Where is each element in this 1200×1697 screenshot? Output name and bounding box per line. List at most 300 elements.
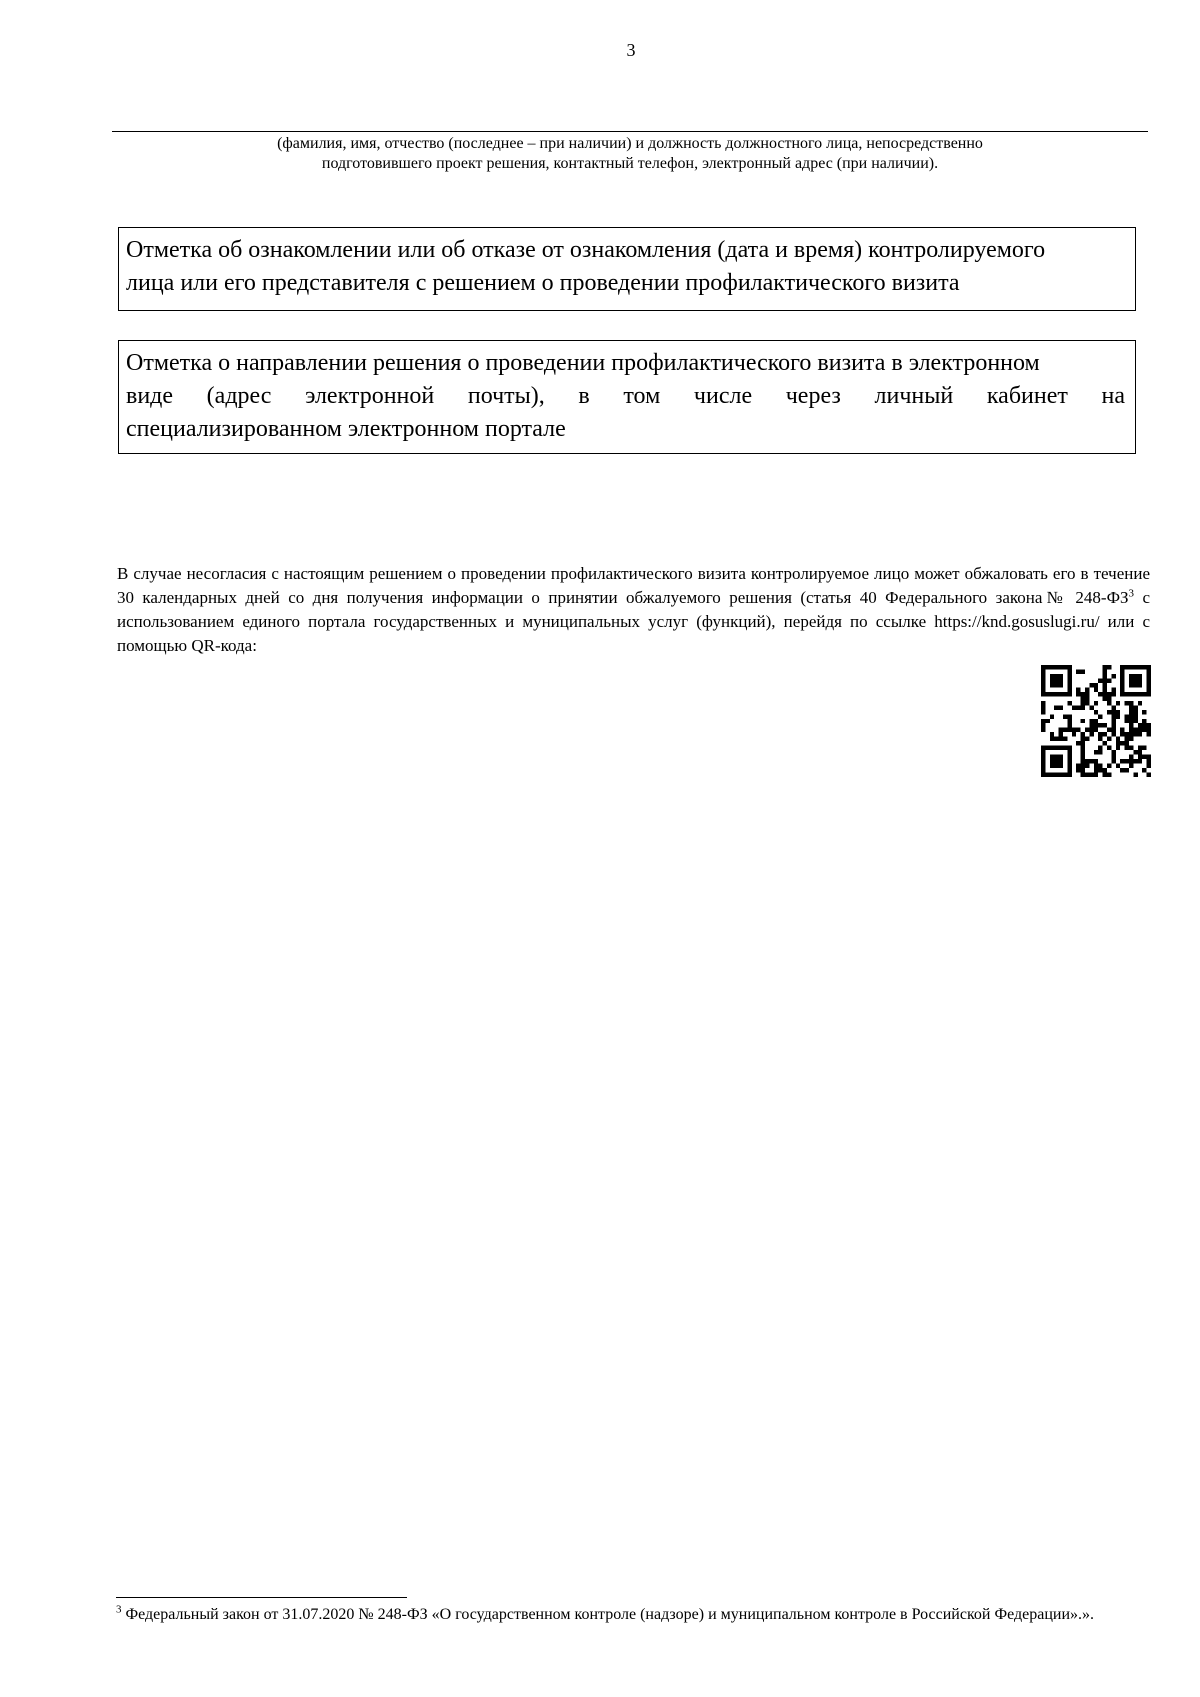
qr-module [1076, 764, 1080, 768]
qr-module [1059, 746, 1063, 750]
qr-module [1063, 773, 1067, 777]
qr-module [1098, 723, 1102, 727]
qr-module [1098, 768, 1102, 772]
qr-module [1107, 665, 1111, 669]
qr-module [1125, 768, 1129, 772]
qr-module [1089, 759, 1093, 763]
qr-module [1050, 665, 1054, 669]
qr-module [1050, 746, 1054, 750]
qr-module [1094, 701, 1098, 705]
qr-module [1063, 728, 1067, 732]
qr-module [1129, 728, 1133, 732]
qr-module [1050, 755, 1054, 759]
sending-mark-box [118, 340, 1136, 454]
qr-module [1098, 764, 1102, 768]
qr-module [1111, 710, 1115, 714]
qr-module [1125, 759, 1129, 763]
qr-module [1125, 692, 1129, 696]
qr-module [1107, 737, 1111, 741]
qr-module [1045, 719, 1049, 723]
qr-module [1133, 750, 1137, 754]
qr-module [1094, 759, 1098, 763]
qr-module [1116, 714, 1120, 718]
qr-module [1129, 705, 1133, 709]
qr-module [1094, 768, 1098, 772]
qr-code-icon[interactable] [1041, 665, 1151, 777]
qr-module [1142, 692, 1146, 696]
qr-module [1107, 746, 1111, 750]
qr-module [1129, 678, 1133, 682]
qr-module [1081, 719, 1085, 723]
qr-module [1050, 737, 1054, 741]
qr-module [1116, 737, 1120, 741]
qr-module [1072, 705, 1076, 709]
qr-module [1094, 750, 1098, 754]
qr-module [1045, 692, 1049, 696]
qr-module [1138, 665, 1142, 669]
qr-module [1120, 768, 1124, 772]
qr-module [1111, 732, 1115, 736]
qr-module [1076, 669, 1080, 673]
qr-module [1147, 764, 1151, 768]
qr-module [1041, 755, 1045, 759]
qr-module [1085, 764, 1089, 768]
qr-module [1142, 746, 1146, 750]
qr-module [1041, 701, 1045, 705]
qr-module [1081, 669, 1085, 673]
qr-module [1076, 687, 1080, 691]
qr-module [1050, 674, 1054, 678]
qr-module [1125, 737, 1129, 741]
qr-module [1103, 683, 1107, 687]
qr-module [1081, 732, 1085, 736]
qr-module [1103, 773, 1107, 777]
qr-module [1041, 705, 1045, 709]
qr-module [1059, 773, 1063, 777]
qr-module [1059, 665, 1063, 669]
qr-module [1111, 723, 1115, 727]
qr-module [1103, 674, 1107, 678]
qr-module [1138, 678, 1142, 682]
qr-module [1081, 746, 1085, 750]
qr-module [1059, 759, 1063, 763]
qr-module [1081, 737, 1085, 741]
qr-module [1041, 773, 1045, 777]
qr-module [1147, 732, 1151, 736]
qr-module [1085, 692, 1089, 696]
qr-module [1147, 665, 1151, 669]
qr-module [1050, 764, 1054, 768]
qr-module [1133, 728, 1137, 732]
qr-module [1147, 692, 1151, 696]
qr-module [1067, 759, 1071, 763]
qr-module [1107, 764, 1111, 768]
qr-module [1103, 768, 1107, 772]
qr-module [1129, 764, 1133, 768]
qr-module [1050, 759, 1054, 763]
qr-module [1129, 710, 1133, 714]
qr-module [1129, 692, 1133, 696]
qr-module [1125, 665, 1129, 669]
qr-module [1125, 701, 1129, 705]
page-number: 3 [626, 40, 636, 60]
qr-module [1094, 723, 1098, 727]
qr-module [1111, 759, 1115, 763]
qr-module [1138, 746, 1142, 750]
qr-module [1085, 696, 1089, 700]
qr-module [1129, 759, 1133, 763]
qr-module [1081, 755, 1085, 759]
qr-module [1103, 732, 1107, 736]
qr-module [1103, 669, 1107, 673]
qr-module [1147, 773, 1151, 777]
qr-module [1138, 750, 1142, 754]
signature-caption-line-2: подготовившего проект решения, контактный телефон, электронный адрес (при наличии). [321, 155, 939, 172]
qr-module [1120, 674, 1124, 678]
qr-module [1133, 719, 1137, 723]
qr-module [1116, 701, 1120, 705]
qr-module [1054, 678, 1058, 682]
qr-module [1054, 683, 1058, 687]
qr-module [1063, 665, 1067, 669]
qr-module [1054, 773, 1058, 777]
qr-module [1067, 750, 1071, 754]
qr-module [1120, 687, 1124, 691]
qr-module [1076, 768, 1080, 772]
qr-module [1120, 669, 1124, 673]
qr-module [1094, 683, 1098, 687]
qr-module [1107, 710, 1111, 714]
qr-module [1129, 732, 1133, 736]
qr-module [1081, 705, 1085, 709]
qr-module [1125, 741, 1129, 745]
qr-module [1138, 701, 1142, 705]
qr-module [1041, 768, 1045, 772]
qr-module [1107, 773, 1111, 777]
qr-code-graphic [1041, 665, 1151, 777]
qr-module [1098, 732, 1102, 736]
qr-module [1050, 732, 1054, 736]
qr-module [1116, 764, 1120, 768]
qr-module [1054, 746, 1058, 750]
qr-module [1076, 692, 1080, 696]
familiarization-mark-line-1: Отметка об ознакомлении или об отказе от ознакомления (дата и время) контролируемого [126, 237, 1046, 263]
qr-module [1103, 687, 1107, 691]
qr-module [1116, 710, 1120, 714]
qr-module [1050, 773, 1054, 777]
qr-module [1063, 746, 1067, 750]
qr-module [1067, 669, 1071, 673]
qr-module [1045, 773, 1049, 777]
qr-module [1133, 773, 1137, 777]
qr-module [1120, 692, 1124, 696]
qr-module [1059, 683, 1063, 687]
qr-module [1120, 665, 1124, 669]
qr-module [1133, 674, 1137, 678]
qr-module [1138, 674, 1142, 678]
qr-module [1081, 701, 1085, 705]
qr-module [1147, 678, 1151, 682]
qr-module [1050, 692, 1054, 696]
qr-module [1147, 728, 1151, 732]
qr-module [1063, 714, 1067, 718]
qr-module [1059, 728, 1063, 732]
qr-module [1081, 773, 1085, 777]
qr-module [1129, 746, 1133, 750]
qr-module [1147, 674, 1151, 678]
qr-module [1147, 683, 1151, 687]
qr-module [1081, 768, 1085, 772]
qr-module [1138, 755, 1142, 759]
qr-module [1081, 692, 1085, 696]
qr-module [1050, 683, 1054, 687]
qr-module [1059, 678, 1063, 682]
qr-module [1041, 678, 1045, 682]
qr-module [1138, 723, 1142, 727]
qr-module [1063, 692, 1067, 696]
qr-module [1072, 732, 1076, 736]
qr-module [1125, 714, 1129, 718]
qr-module [1111, 674, 1115, 678]
qr-module [1103, 692, 1107, 696]
qr-module [1098, 714, 1102, 718]
qr-module [1111, 728, 1115, 732]
qr-module [1138, 728, 1142, 732]
qr-module [1085, 687, 1089, 691]
qr-module [1054, 759, 1058, 763]
qr-module [1142, 723, 1146, 727]
qr-module [1094, 719, 1098, 723]
qr-module [1041, 710, 1045, 714]
qr-module [1041, 692, 1045, 696]
qr-module [1041, 746, 1045, 750]
signature-caption-line-1: (фамилия, имя, отчество (последнее – при наличии) и должность должностного лица, непосредственно [277, 135, 983, 152]
qr-module [1103, 723, 1107, 727]
qr-module [1116, 741, 1120, 745]
qr-module [1067, 746, 1071, 750]
qr-module [1111, 719, 1115, 723]
qr-module [1076, 741, 1080, 745]
qr-module [1147, 669, 1151, 673]
qr-module [1085, 773, 1089, 777]
qr-module [1107, 692, 1111, 696]
qr-module [1129, 665, 1133, 669]
qr-module [1054, 674, 1058, 678]
qr-module [1063, 737, 1067, 741]
footnote-text: Федеральный закон от 31.07.2020 № 248-ФЗ «О государственном контроле (надзоре) и муниципальном контроле в Российской Федерации».». [121, 1606, 1095, 1623]
qr-module [1111, 705, 1115, 709]
qr-module [1041, 764, 1045, 768]
qr-module [1041, 728, 1045, 732]
qr-module [1054, 692, 1058, 696]
qr-module [1133, 759, 1137, 763]
qr-module [1142, 768, 1146, 772]
qr-module [1142, 710, 1146, 714]
qr-module [1081, 741, 1085, 745]
qr-module [1133, 705, 1137, 709]
qr-module [1081, 759, 1085, 763]
qr-module [1129, 737, 1133, 741]
qr-module [1111, 750, 1115, 754]
qr-module [1120, 741, 1124, 745]
qr-module [1059, 705, 1063, 709]
qr-module [1120, 683, 1124, 687]
qr-module [1138, 683, 1142, 687]
qr-module [1089, 773, 1093, 777]
qr-module [1059, 732, 1063, 736]
qr-module [1089, 719, 1093, 723]
qr-module [1111, 687, 1115, 691]
qr-module [1107, 728, 1111, 732]
qr-module [1041, 759, 1045, 763]
qr-module [1041, 687, 1045, 691]
qr-module [1133, 732, 1137, 736]
qr-module [1054, 665, 1058, 669]
qr-module [1067, 687, 1071, 691]
qr-module [1045, 665, 1049, 669]
qr-module [1067, 678, 1071, 682]
qr-module [1089, 728, 1093, 732]
qr-module [1129, 719, 1133, 723]
qr-module [1067, 714, 1071, 718]
qr-module [1041, 723, 1045, 727]
qr-module [1094, 687, 1098, 691]
qr-module [1129, 723, 1133, 727]
qr-module [1089, 705, 1093, 709]
qr-module [1041, 719, 1045, 723]
qr-module [1076, 728, 1080, 732]
qr-module [1067, 683, 1071, 687]
qr-module [1111, 714, 1115, 718]
qr-module [1129, 714, 1133, 718]
footnote [116, 1604, 1150, 1626]
qr-module [1107, 701, 1111, 705]
qr-module [1094, 764, 1098, 768]
qr-module [1054, 755, 1058, 759]
qr-module [1103, 696, 1107, 700]
qr-module [1059, 692, 1063, 696]
qr-module [1041, 674, 1045, 678]
qr-module [1081, 764, 1085, 768]
qr-module [1133, 665, 1137, 669]
qr-module [1041, 683, 1045, 687]
appeal-paragraph [117, 562, 1150, 658]
qr-module [1085, 759, 1089, 763]
qr-module [1147, 755, 1151, 759]
qr-module [1098, 678, 1102, 682]
qr-module [1050, 714, 1054, 718]
qr-module [1067, 719, 1071, 723]
qr-module [1067, 728, 1071, 732]
qr-module [1085, 728, 1089, 732]
qr-module [1059, 737, 1063, 741]
qr-module [1142, 728, 1146, 732]
sending-mark-line-2: виде (адрес электронной почты), в том числе через личный кабинет на [126, 383, 1125, 409]
qr-module [1059, 764, 1063, 768]
footnote-marker: 3 [116, 1603, 122, 1616]
qr-module [1116, 746, 1120, 750]
sending-mark-line-3: специализированном электронном портале [126, 416, 566, 442]
qr-module [1129, 701, 1133, 705]
qr-module [1098, 692, 1102, 696]
qr-module [1125, 746, 1129, 750]
qr-module [1067, 773, 1071, 777]
qr-module [1129, 755, 1133, 759]
qr-module [1133, 714, 1137, 718]
qr-module [1045, 746, 1049, 750]
qr-module [1059, 755, 1063, 759]
qr-module [1120, 759, 1124, 763]
qr-module [1054, 764, 1058, 768]
qr-module [1094, 710, 1098, 714]
footnote-separator [116, 1597, 407, 1598]
qr-module [1103, 665, 1107, 669]
familiarization-mark-box [118, 227, 1136, 311]
signature-caption [112, 134, 1148, 174]
qr-module [1054, 737, 1058, 741]
qr-module [1067, 665, 1071, 669]
qr-module [1067, 723, 1071, 727]
qr-module [1085, 701, 1089, 705]
qr-module [1142, 755, 1146, 759]
qr-module [1072, 728, 1076, 732]
qr-module [1147, 759, 1151, 763]
qr-module [1067, 701, 1071, 705]
qr-module [1129, 683, 1133, 687]
appeal-text-start: В случае несогласия с настоящим решением о проведении профилактического визита контролируемое лицо может обжаловать его в течение 30 календарных дней со дня получения информации о принятии обжалуемого решения (статья 40 Федерального закона№ 248-ФЗ [117, 564, 1150, 607]
qr-module [1076, 705, 1080, 709]
familiarization-mark-line-2: лица или его представителя с решением о проведении профилактического визита [126, 270, 960, 296]
qr-module [1098, 746, 1102, 750]
qr-module [1120, 678, 1124, 682]
qr-module [1067, 764, 1071, 768]
sending-mark-line-1: Отметка о направлении решения о проведении профилактического визита в электронном [126, 350, 1040, 376]
qr-module [1133, 683, 1137, 687]
qr-module [1094, 773, 1098, 777]
qr-module [1089, 723, 1093, 727]
qr-module [1098, 737, 1102, 741]
footnote-reference[interactable]: 3 [1128, 587, 1135, 600]
qr-module [1081, 696, 1085, 700]
qr-module [1059, 674, 1063, 678]
qr-module [1142, 719, 1146, 723]
qr-module [1054, 705, 1058, 709]
qr-module [1120, 732, 1124, 736]
qr-module [1111, 692, 1115, 696]
qr-module [1067, 768, 1071, 772]
qr-module [1120, 728, 1124, 732]
qr-module [1041, 669, 1045, 673]
qr-module [1138, 732, 1142, 736]
qr-module [1138, 692, 1142, 696]
qr-module [1041, 665, 1045, 669]
qr-module [1067, 674, 1071, 678]
qr-module [1081, 750, 1085, 754]
qr-module [1147, 723, 1151, 727]
appeal-text-end: с использованием единого портала государственных и муниципальных услуг (функций), перейдя по ссылке https://knd.gosuslugi.ru/ или с помощью QR-кода: [117, 588, 1150, 655]
qr-module [1138, 759, 1142, 763]
qr-module [1111, 755, 1115, 759]
signature-line [112, 131, 1148, 132]
qr-module [1142, 665, 1146, 669]
qr-module [1125, 719, 1129, 723]
qr-module [1067, 755, 1071, 759]
qr-module [1133, 678, 1137, 682]
qr-module [1147, 687, 1151, 691]
qr-module [1125, 732, 1129, 736]
qr-module [1103, 678, 1107, 682]
qr-module [1098, 750, 1102, 754]
